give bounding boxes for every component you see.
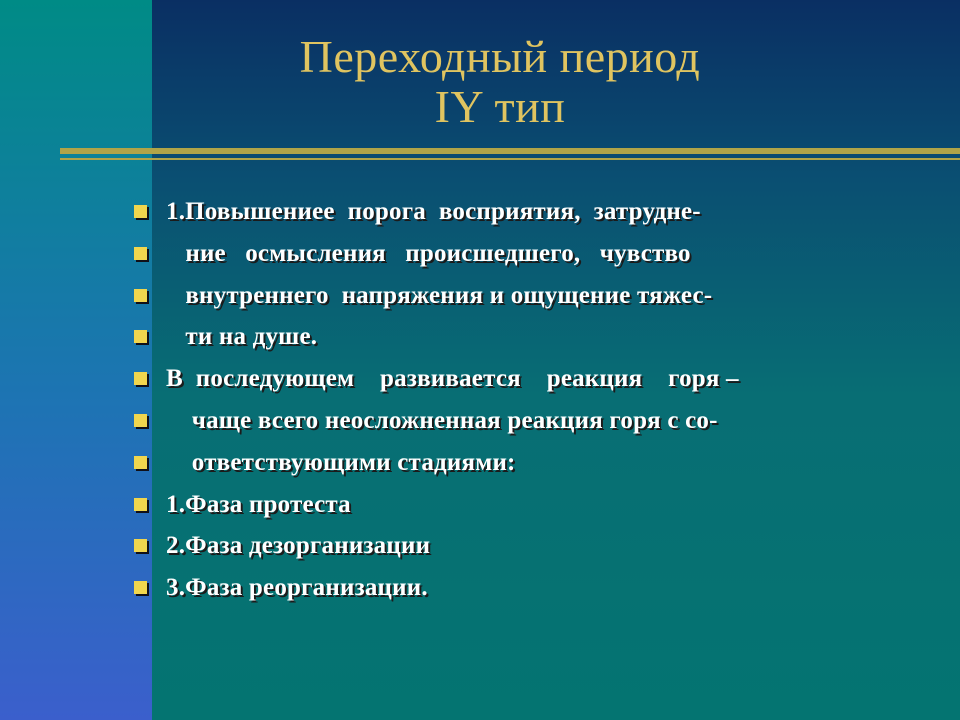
slide-title — [150, 32, 850, 132]
list-item — [0, 277, 960, 319]
bullet-text: чаще всего неосложненная реакция горя с со- — [166, 406, 718, 434]
bullet-text: ти на душе. — [166, 323, 318, 351]
square-bullet-icon — [134, 330, 147, 343]
bullet-text: внутреннего напряжения и ощущение тяжес- — [166, 281, 713, 309]
square-bullet-icon — [134, 539, 147, 552]
square-bullet-icon — [134, 581, 147, 594]
square-bullet-icon — [134, 498, 147, 511]
bullet-text: ние осмысления происшедшего, чувство — [166, 239, 691, 267]
list-item — [0, 486, 960, 528]
title-divider-thin — [60, 158, 960, 160]
square-bullet-icon — [134, 247, 147, 260]
bullet-text: 2.Фаза дезорганизации — [166, 532, 431, 560]
square-bullet-icon — [134, 289, 147, 302]
square-bullet-icon — [134, 205, 147, 218]
title-line-1: Переходный период — [299, 31, 701, 82]
title-divider-thick — [60, 148, 960, 154]
list-item — [0, 193, 960, 235]
bullet-text: 3.Фаза реорганизации. — [166, 574, 428, 602]
list-item — [0, 444, 960, 486]
bullet-text: ответствующими стадиями: — [166, 448, 516, 476]
list-item — [0, 569, 960, 611]
list-item — [0, 318, 960, 360]
bullet-list — [0, 193, 960, 611]
title-line-2: IY тип — [434, 81, 566, 132]
square-bullet-icon — [134, 456, 147, 469]
square-bullet-icon — [134, 414, 147, 427]
bullet-text: 1.Фаза протеста — [166, 490, 351, 518]
bullet-text: 1.Повышениее порога восприятия, затрудне- — [166, 198, 701, 225]
list-item — [0, 235, 960, 277]
list-item — [0, 402, 960, 444]
list-item — [0, 527, 960, 569]
square-bullet-icon — [134, 372, 147, 385]
list-item — [0, 360, 960, 402]
bullet-text: В последующем развивается реакция горя – — [166, 365, 739, 393]
